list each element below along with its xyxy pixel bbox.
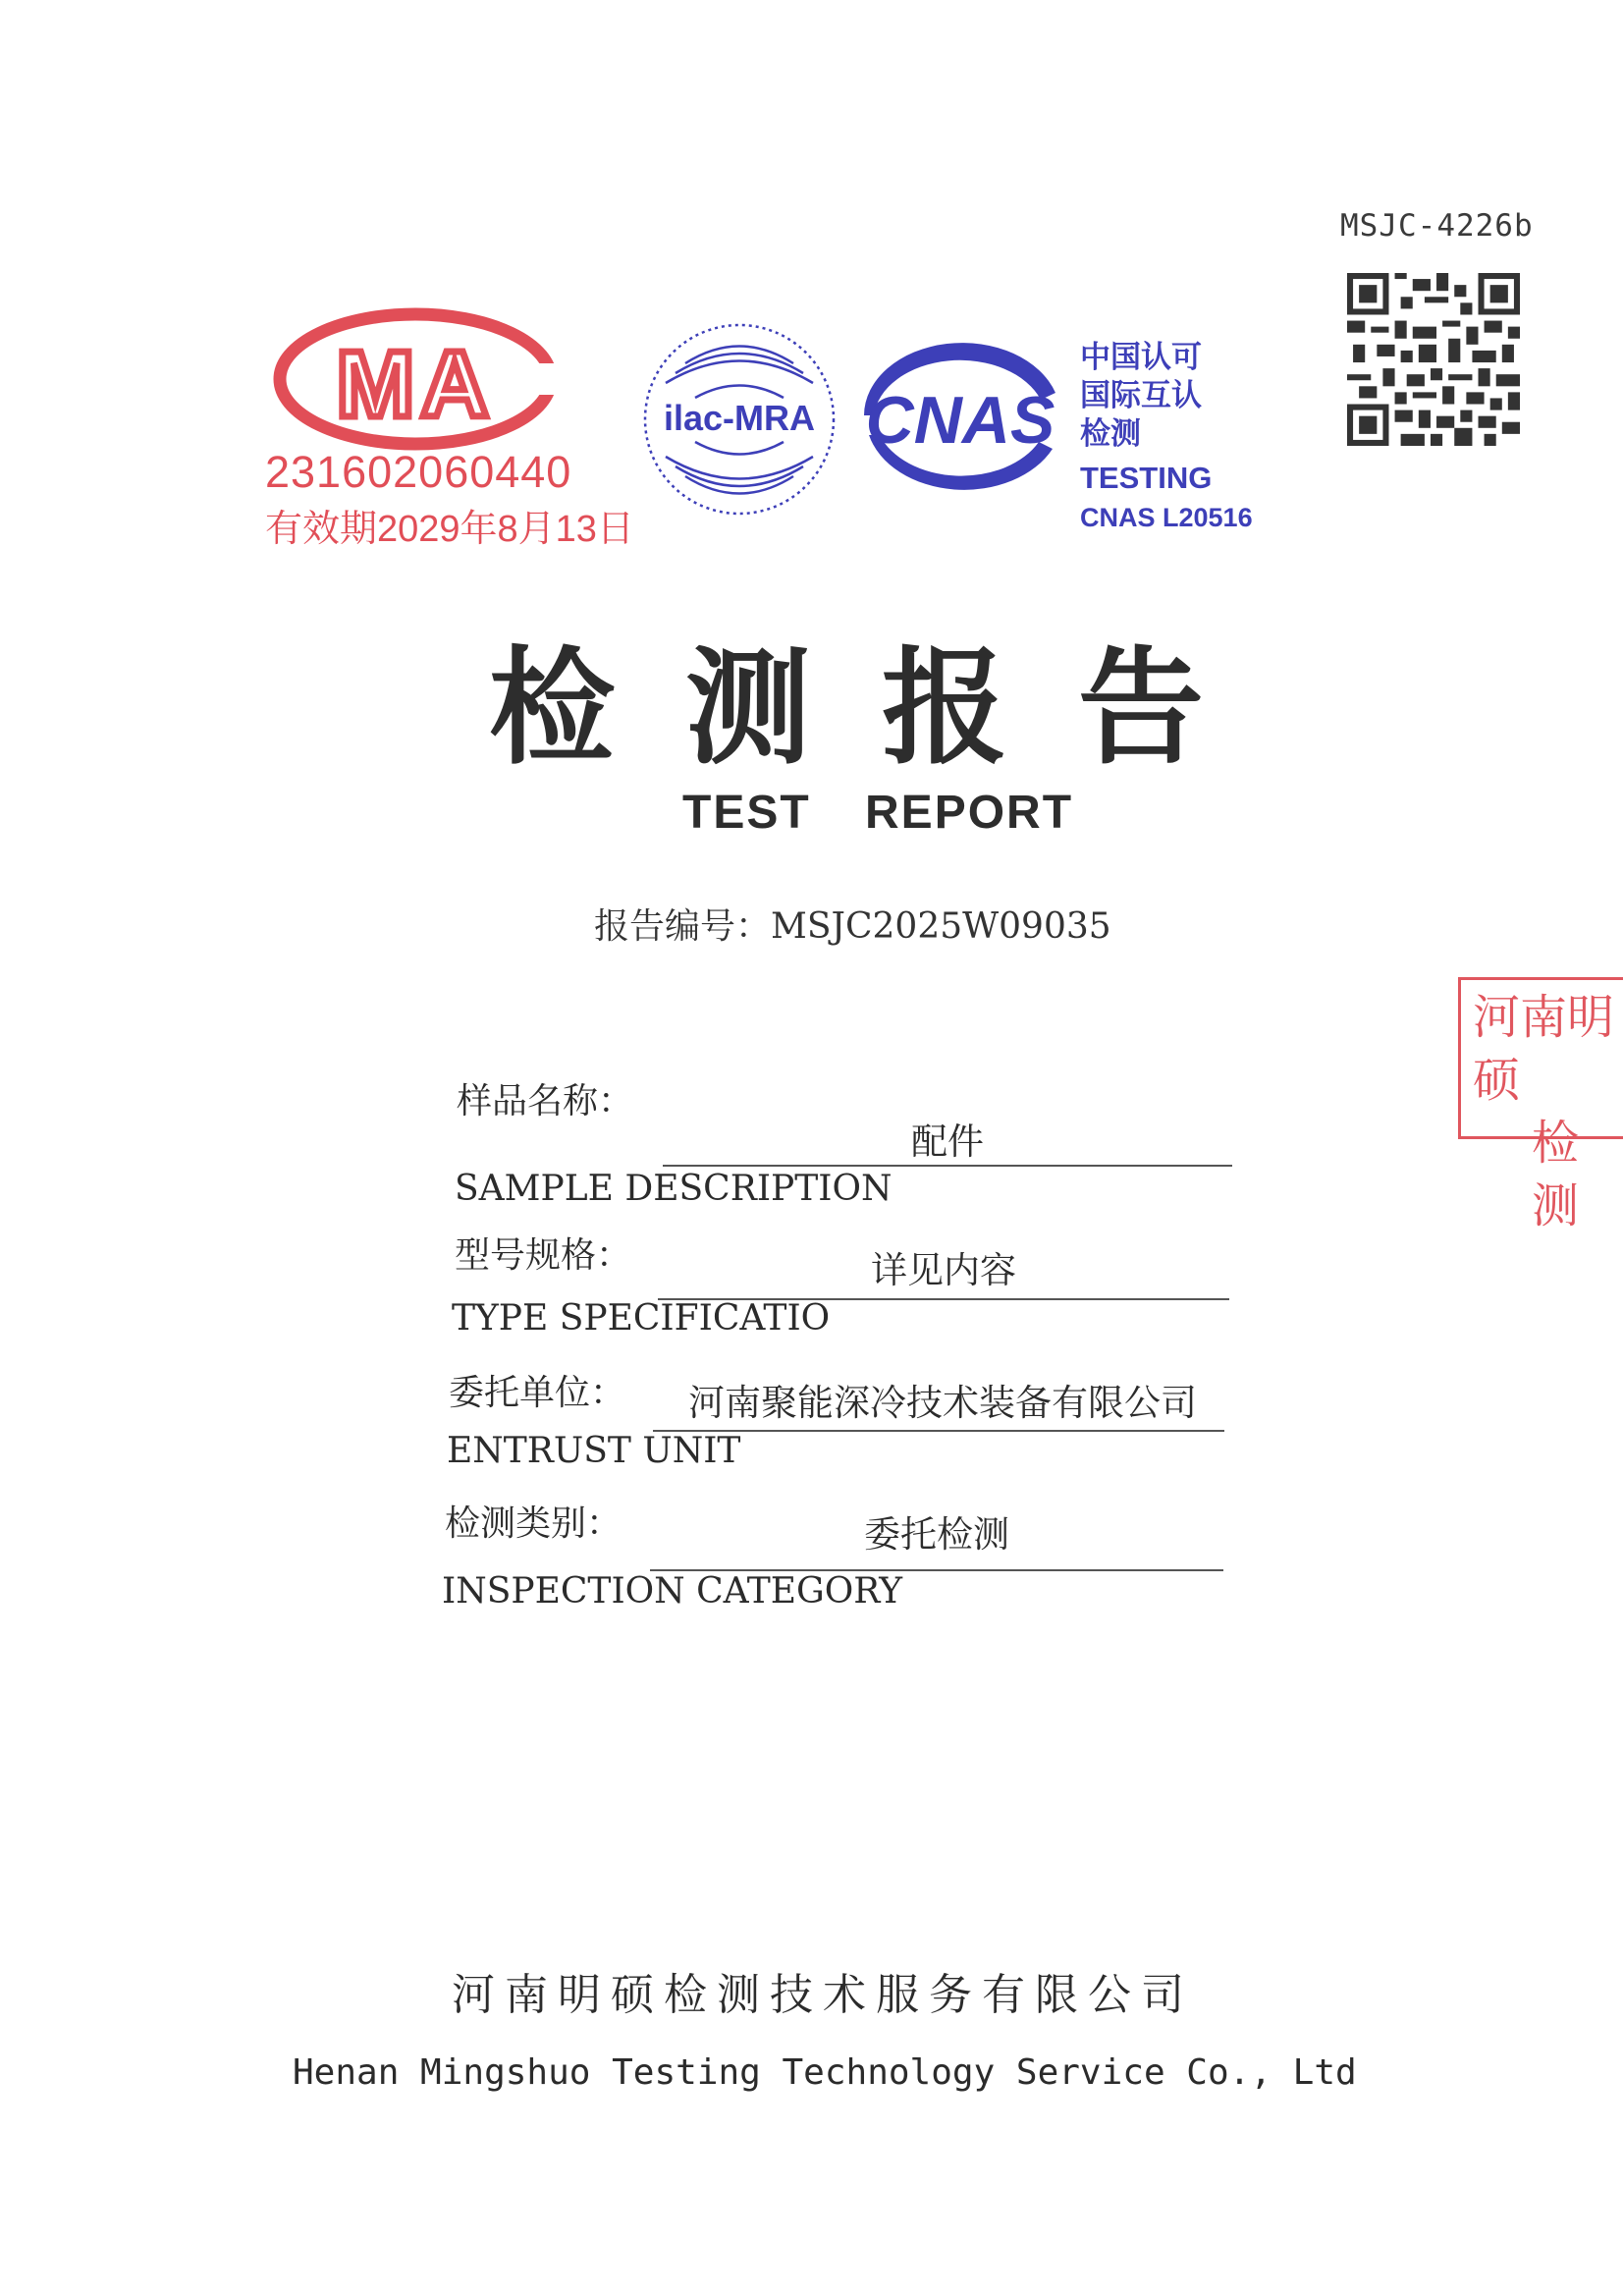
report-number-label: 报告编号： — [594, 906, 772, 947]
company-name-en: Henan Mingshuo Testing Technology Service Co., Ltd — [293, 2052, 1357, 2093]
sample-label-en: SAMPLE DESCRIPTION — [455, 1169, 893, 1209]
entrust-value: 河南聚能深冷技术装备有限公司 — [688, 1382, 1197, 1424]
ilac-mra-logo — [636, 314, 842, 525]
cnas-cn-line2: 国际互认 — [1080, 378, 1202, 412]
report-title-en: TEST REPORT — [682, 787, 1074, 839]
svg-text:MA: MA — [336, 332, 495, 437]
sample-label-cn: 样品名称： — [457, 1081, 634, 1121]
report-title-cn: 检测报告 — [489, 634, 1275, 782]
company-stamp-line1: 河南明硕 — [1473, 990, 1615, 1108]
sample-underline — [663, 1165, 1232, 1167]
type-value: 详见内容 — [871, 1249, 1016, 1291]
cnas-cn-line3: 检测 — [1080, 416, 1141, 451]
ma-certificate-number: 231602060440 — [265, 447, 572, 497]
sample-value: 配件 — [911, 1121, 984, 1163]
ilac-mra-label: ilac-MRA — [663, 398, 816, 438]
company-stamp — [1458, 977, 1623, 1233]
type-label-en: TYPE SPECIFICATIO — [452, 1298, 831, 1339]
cnas-cn-line1: 中国认可 — [1080, 340, 1202, 374]
cnas-logo — [844, 339, 1080, 496]
entrust-label-cn: 委托单位： — [449, 1373, 626, 1413]
document-code: MSJC-4226b — [1340, 208, 1534, 244]
company-name-cn: 河南明硕检测技术服务有限公司 — [452, 1970, 1194, 2020]
qr-code-icon — [1347, 270, 1520, 449]
category-label-en: INSPECTION CATEGORY — [442, 1571, 903, 1612]
cnas-en-line: TESTING — [1080, 461, 1213, 495]
category-value: 委托检测 — [864, 1513, 1009, 1556]
company-stamp-line2: 检测 — [1532, 1116, 1580, 1233]
entrust-label-en: ENTRUST UNIT — [447, 1431, 741, 1471]
report-number-value: MSJC2025W09035 — [771, 906, 1111, 947]
cnas-code: CNAS L20516 — [1080, 503, 1253, 532]
category-label-cn: 检测类别： — [445, 1503, 622, 1544]
ma-validity-date: 有效期2029年8月13日 — [265, 509, 634, 550]
type-label-cn: 型号规格： — [455, 1235, 632, 1276]
cnas-caption — [1080, 342, 1253, 531]
cnas-label: CNAS — [865, 383, 1055, 458]
report-number — [594, 899, 1111, 949]
